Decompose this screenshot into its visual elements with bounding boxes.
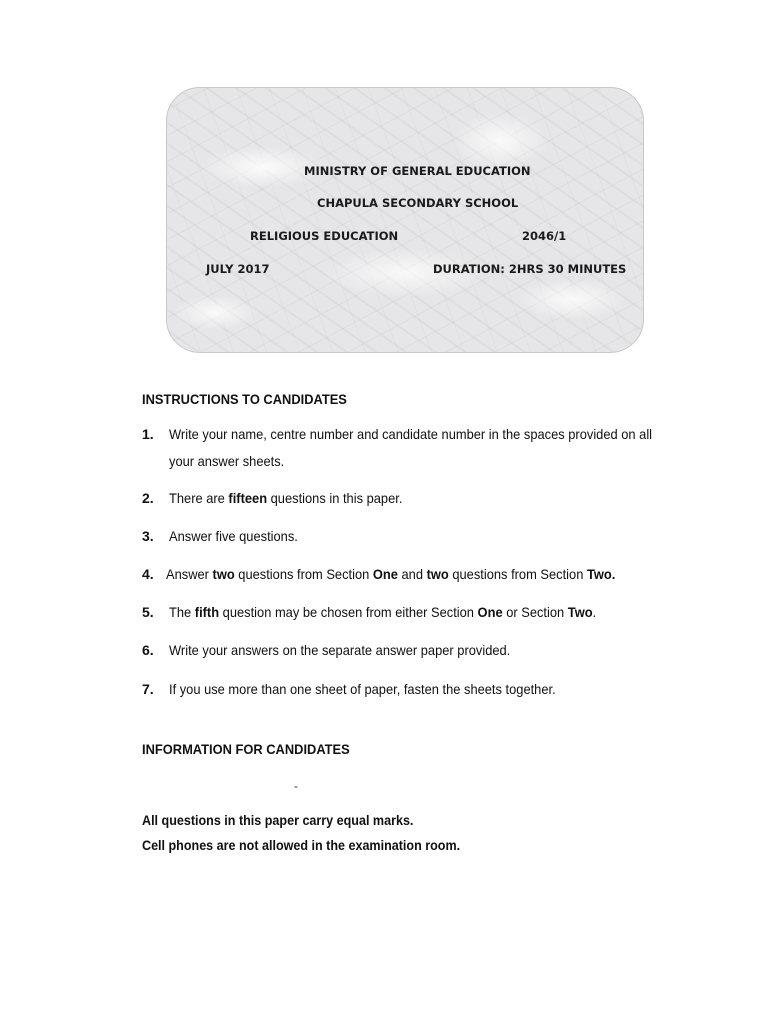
paper-code: 2046/1 xyxy=(522,229,567,243)
instruction-text: The fifth question may be chosen from either Section One or Section Two. xyxy=(169,604,597,620)
instructions-heading: INSTRUCTIONS TO CANDIDATES xyxy=(142,391,347,407)
info-line: Cell phones are not allowed in the examination room. xyxy=(142,838,461,853)
instruction-text: Write your name, centre number and candidate number in the spaces provided on all xyxy=(169,426,653,442)
instruction-text: If you use more than one sheet of paper, fasten the sheets together. xyxy=(169,681,556,697)
instruction-text: Answer five questions. xyxy=(169,528,298,544)
stray-mark: - xyxy=(294,779,298,793)
instruction-text: There are fifteen questions in this paper. xyxy=(169,490,403,506)
instruction-number: 6. xyxy=(142,642,154,658)
instruction-number: 5. xyxy=(142,604,154,620)
subject-name: RELIGIOUS EDUCATION xyxy=(250,229,399,243)
info-line: All questions in this paper carry equal marks. xyxy=(142,813,414,828)
instruction-number: 1. xyxy=(142,426,154,442)
instruction-number: 3. xyxy=(142,528,154,544)
instruction-number: 2. xyxy=(142,490,154,506)
information-heading: INFORMATION FOR CANDIDATES xyxy=(142,741,350,757)
instruction-number: 4. xyxy=(142,566,154,582)
instruction-continuation: your answer sheets. xyxy=(169,453,285,469)
instruction-number: 7. xyxy=(142,681,154,697)
instruction-text: Answer two questions from Section One and two questions from Section Two. xyxy=(166,566,616,582)
instruction-text: Write your answers on the separate answer paper provided. xyxy=(169,642,511,658)
school-name: CHAPULA SECONDARY SCHOOL xyxy=(317,196,519,210)
exam-date: JULY 2017 xyxy=(206,262,270,276)
ministry-title: MINISTRY OF GENERAL EDUCATION xyxy=(304,164,531,178)
exam-header-box xyxy=(166,87,644,353)
exam-duration: DURATION: 2HRS 30 MINUTES xyxy=(433,262,627,276)
